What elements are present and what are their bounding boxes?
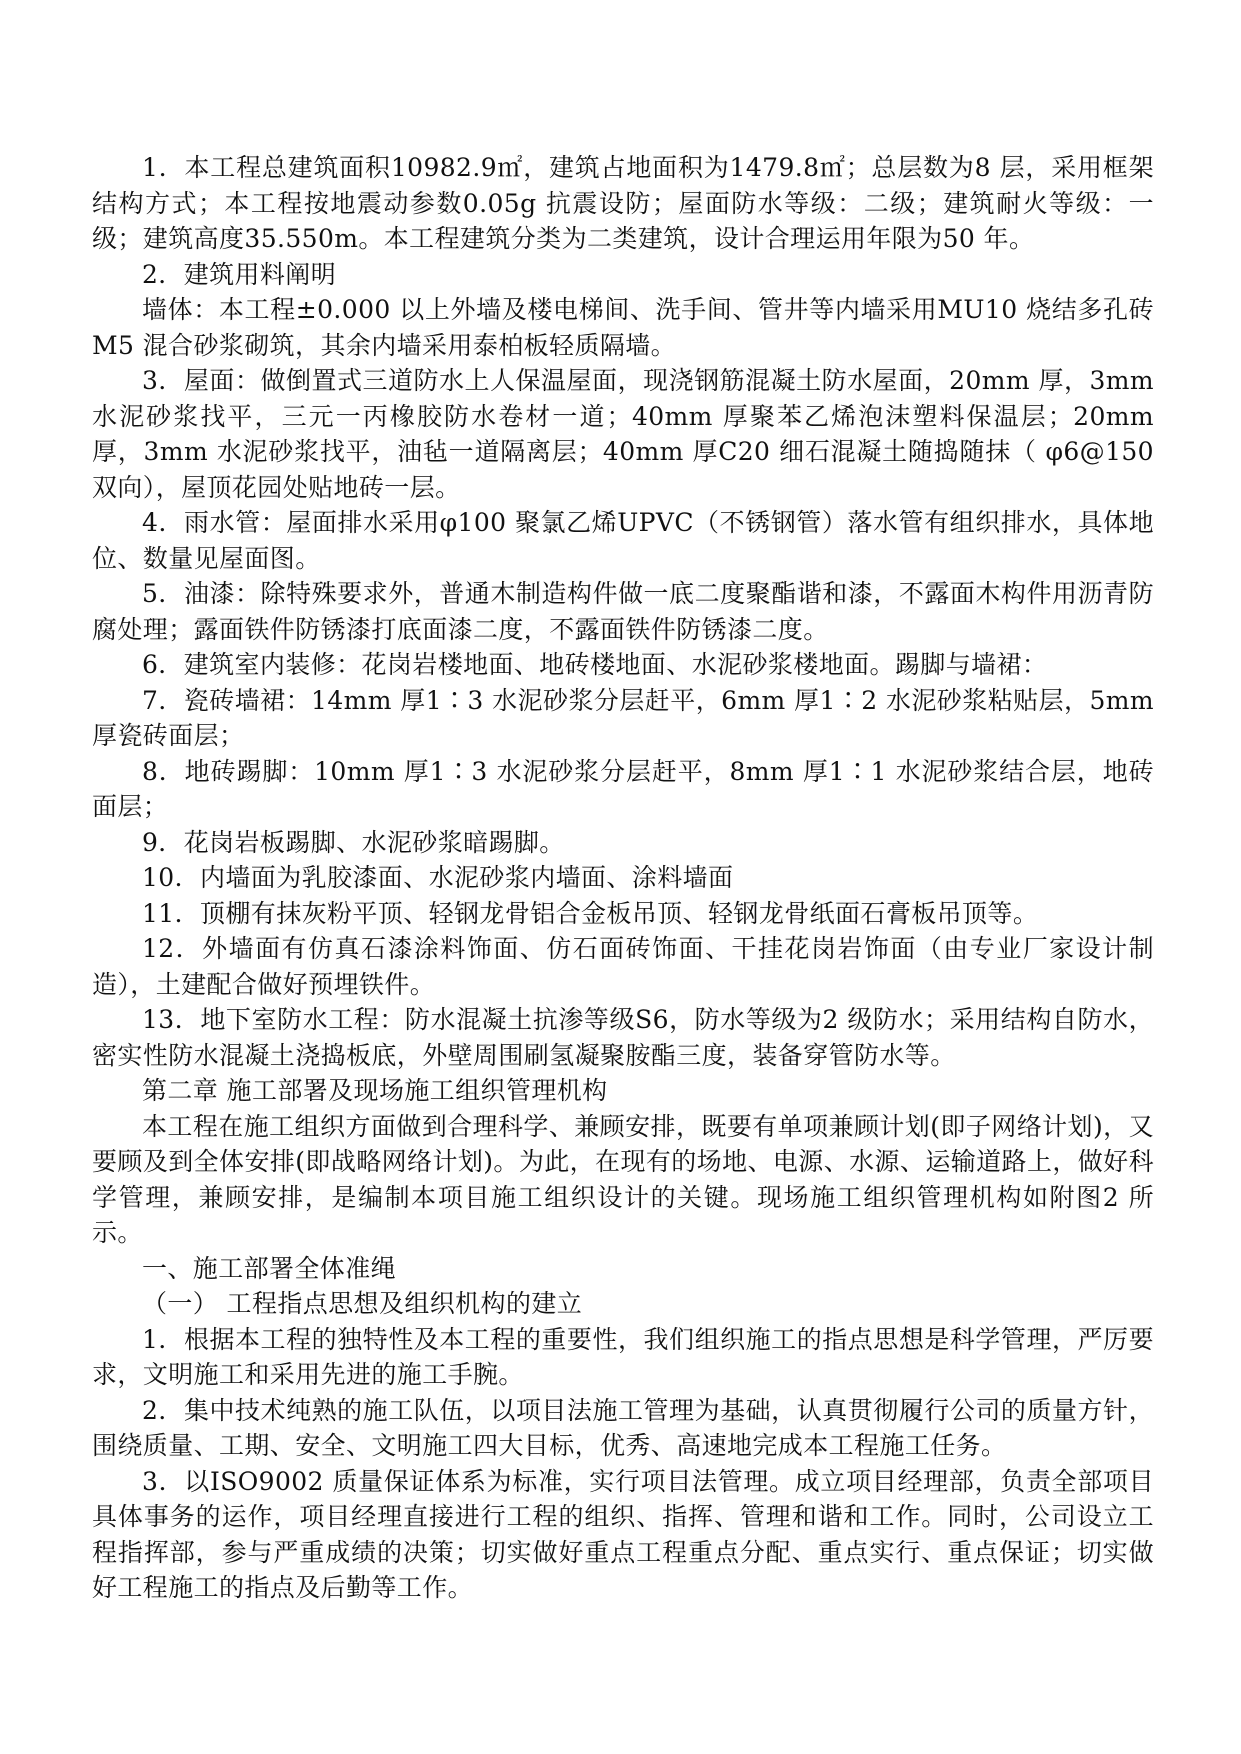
paragraph-item-5-paint: 5．油漆：除特殊要求外，普通木制造构件做一底二度聚酯谐和漆，不露面木构件用沥青防腐处理；露面铁件防锈漆打底面漆二度，不露面铁件防锈漆二度。 bbox=[92, 579, 1154, 644]
paragraph-item-7-tile-dado: 7．瓷砖墙裙：14mm 厚1∶3 水泥砂浆分层赶平，6mm 厚1∶2 水泥砂浆粘贴层，5mm 厚瓷砖面层； bbox=[92, 685, 1154, 750]
chapter-two-heading: 第二章 施工部署及现场施工组织管理机构 bbox=[142, 1076, 608, 1105]
paragraph-item-8-tile-skirting: 8．地砖踢脚：10mm 厚1∶3 水泥砂浆分层赶平，8mm 厚1∶1 水泥砂浆结合层，地砖面层； bbox=[92, 756, 1154, 821]
paragraph-guiding-principle-2: 2．集中技术纯熟的施工队伍，以项目法施工管理为基础，认真贯彻履行公司的质量方针，围绕质量、工期、安全、文明施工四大目标，优秀、高速地完成本工程施工任务。 bbox=[92, 1395, 1154, 1460]
paragraph-item-9-granite-skirting: 9．花岗岩板踢脚、水泥砂浆暗踢脚。 bbox=[142, 827, 565, 857]
paragraph-item-1-project-overview: 1．本工程总建筑面积10982.9㎡，建筑占地面积为1479.8㎡；总层数为8 层，采用框架结构方式；本工程按地震动参数0.05g 抗震设防；屋面防水等级：二级；建筑耐火等级：一级；建筑高度35.550m。本工程建筑分类为二类建筑，设计合理运用年限为50 年。 bbox=[92, 153, 1154, 253]
paragraph-chapter-two-intro: 本工程在施工组织方面做到合理科学、兼顾安排，既要有单项兼顾计划(即子网络计划)，又要顾及到全体安排(即战略网络计划)。为此，在现有的场地、电源、水源、运输道路上，做好科学管理，兼顾安排，是编制本项目施工组织设计的关键。现场施工组织管理机构如附图2 所示。 bbox=[92, 1111, 1154, 1247]
paragraph-item-11-ceiling: 11．顶棚有抹灰粉平顶、轻钢龙骨铝合金板吊顶、轻钢龙骨纸面石膏板吊顶等。 bbox=[142, 898, 1039, 928]
section-one-heading: 一、施工部署全体准绳 bbox=[142, 1253, 397, 1283]
paragraph-item-12-exterior-walls: 12．外墙面有仿真石漆涂料饰面、仿石面砖饰面、干挂花岗岩饰面（由专业厂家设计制造），土建配合做好预埋铁件。 bbox=[92, 934, 1154, 999]
paragraph-item-4-rain-pipe: 4．雨水管：屋面排水采用φ100 聚氯乙烯UPVC（不锈钢管）落水管有组织排水，具体地位、数量见屋面图。 bbox=[92, 508, 1154, 573]
paragraph-item-2-materials-heading: 2．建筑用料阐明 bbox=[142, 259, 337, 289]
paragraph-item-10-interior-walls: 10．内墙面为乳胶漆面、水泥砂浆内墙面、涂料墙面 bbox=[142, 863, 734, 892]
paragraph-item-3-roof: 3．屋面：做倒置式三道防水上人保温屋面，现浇钢筋混凝土防水屋面，20mm 厚，3mm 水泥砂浆找平，三元一丙橡胶防水卷材一道；40mm 厚聚苯乙烯泡沫塑料保温层；20mm 厚，3mm 水泥砂浆找平，油毡一道隔离层；40mm 厚C20 细石混凝土随捣随抹（ φ6@150 双向），屋顶花园处贴地砖一层。 bbox=[92, 366, 1154, 502]
paragraph-item-13-basement-waterproofing: 13．地下室防水工程：防水混凝土抗渗等级S6，防水等级为2 级防水；采用结构自防水，密实性防水混凝土浇捣板底，外壁周围刷氢凝聚胺酯三度，装备穿管防水等。 bbox=[92, 1005, 1154, 1070]
paragraph-guiding-principle-1: 1．根据本工程的独特性及本工程的重要性，我们组织施工的指点思想是科学管理，严厉要求，文明施工和采用先进的施工手腕。 bbox=[92, 1324, 1154, 1389]
paragraph-item-6-interior-finish: 6．建筑室内装修：花岗岩楼地面、地砖楼地面、水泥砂浆楼地面。踢脚与墙裙： bbox=[142, 650, 1048, 679]
paragraph-guiding-principle-3: 3．以ISO9002 质量保证体系为标准，实行项目法管理。成立项目经理部，负责全部项目具体事务的运作，项目经理直接进行工程的组织、指挥、管理和谐和工作。同时，公司设立工程指挥部，参与严重成绩的决策；切实做好重点工程重点分配、重点实行、重点保证；切实做好工程施工的指点及后勤等工作。 bbox=[92, 1466, 1154, 1602]
subsection-one-heading: （一） 工程指点思想及组织机构的建立 bbox=[142, 1289, 583, 1318]
paragraph-wall-materials: 墙体：本工程±0.000 以上外墙及楼电梯间、洗手间、管井等内墙采用MU10 烧结多孔砖M5 混合砂浆砌筑，其余内墙采用泰柏板轻质隔墙。 bbox=[92, 295, 1154, 360]
document-body bbox=[92, 150, 1154, 1606]
